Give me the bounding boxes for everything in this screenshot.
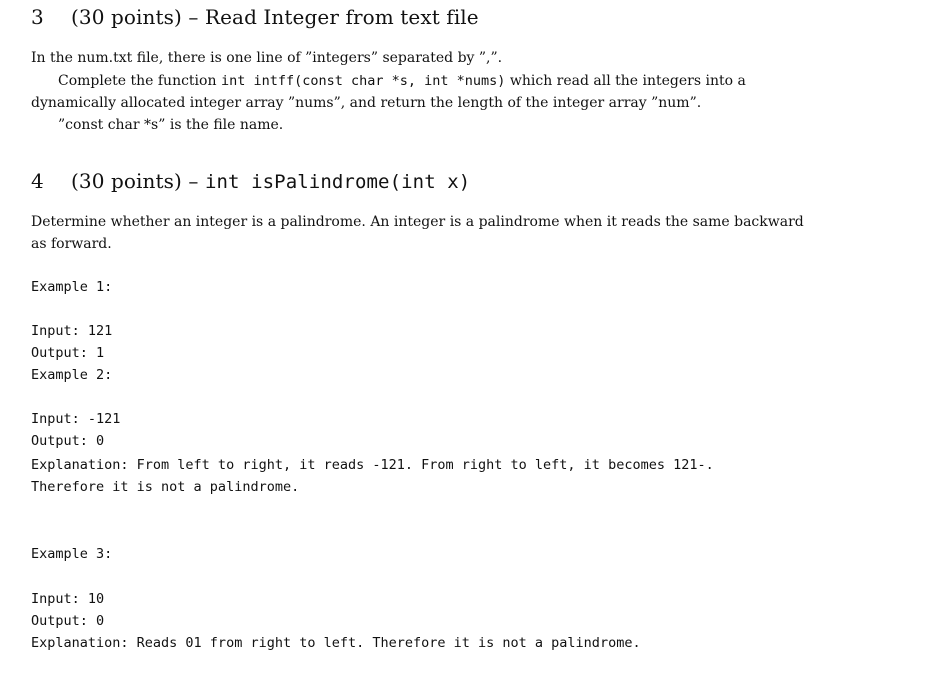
section-4-number: 4 (31, 169, 44, 193)
section-4-description-line-1: Determine whether an integer is a palindrome. An integer is a palindrome when it reads the same backward (31, 214, 804, 230)
section-3-p2-text-pre: Complete the function (58, 73, 221, 89)
example-2-explanation-line-1: Explanation: From left to right, it reads -121. From right to left, it becomes 121-. (31, 457, 714, 473)
example-3-output: Output: 0 (31, 613, 105, 629)
section-3-paragraph-3: dynamically allocated integer array ”nums”, and return the length of the integer array ”num”. (31, 95, 702, 111)
section-4-heading (31, 169, 470, 194)
section-3-paragraph-2 (31, 70, 898, 92)
example-2-label: Example 2: (31, 367, 113, 383)
example-1-label: Example 1: (31, 279, 113, 295)
section-3-paragraph-4: ”const char *s” is the file name. (58, 117, 284, 133)
section-3-title: (30 points) – Read Integer from text file (71, 5, 479, 29)
section-3-heading (31, 5, 479, 29)
example-2-input: Input: -121 (31, 411, 121, 427)
section-3-function-signature: int intff(const char *s, int *nums) (220, 73, 506, 89)
section-3-number: 3 (31, 5, 44, 29)
section-4-title: (30 points) – (71, 169, 205, 193)
example-3-explanation: Explanation: Reads 01 from right to left. Therefore it is not a palindrome. (31, 635, 641, 651)
example-2-explanation-line-2: Therefore it is not a palindrome. (31, 479, 300, 495)
example-3-label: Example 3: (31, 546, 113, 562)
example-3-input: Input: 10 (31, 591, 105, 607)
section-3-p2-text-post: which read all the integers into a (505, 73, 746, 89)
example-1-output: Output: 1 (31, 345, 105, 361)
example-1-input: Input: 121 (31, 323, 113, 339)
example-2-output: Output: 0 (31, 433, 105, 449)
section-3-paragraph-1: In the num.txt file, there is one line of ”integers” separated by ”,”. (31, 50, 503, 66)
section-4-function-signature: int isPalindrome(int x) (204, 171, 471, 193)
section-4-description-line-2: as forward. (31, 236, 112, 252)
